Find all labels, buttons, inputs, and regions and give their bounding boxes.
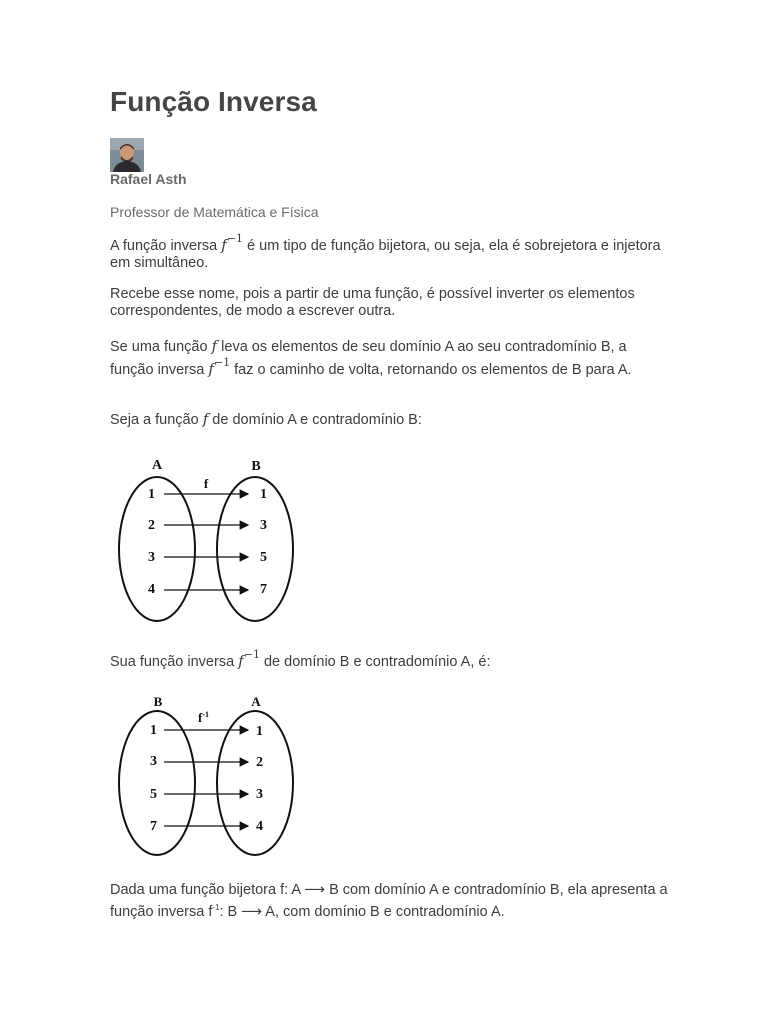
set-b-item: 3 [260, 518, 267, 533]
set-b-label: B [153, 694, 163, 709]
paragraph-example-intro: Seja a função f de domínio A e contradomínio B: [110, 410, 422, 428]
author-photo [110, 138, 144, 172]
set-b-item: 7 [150, 819, 157, 834]
author-role: Professor de Matemática e Física [110, 204, 319, 220]
set-b-item: 1 [150, 723, 157, 738]
set-a-item: 4 [148, 582, 155, 597]
right-items [260, 487, 267, 597]
set-a-label: A [151, 458, 163, 473]
function-diagram-f-inverse [110, 690, 310, 862]
set-b-item: 7 [260, 582, 267, 597]
set-b-item: 5 [150, 787, 157, 802]
paragraph-name-origin: Recebe esse nome, pois a partir de uma função, é possível inverter os elementos correspondentes, de modo a escrever outra. [110, 286, 635, 319]
set-b-item: 1 [260, 487, 267, 502]
left-items [148, 487, 155, 597]
paragraph-definition: A função inversa $f^{-1}$ é um tipo de função bijetora, ou seja, ela é sobrejetora e injetora em simultâneo. [110, 232, 661, 271]
set-b-item: 3 [150, 754, 157, 769]
right-items [256, 724, 263, 834]
math-f: f [221, 236, 227, 254]
left-items [150, 723, 157, 834]
author-avatar[interactable] [110, 138, 144, 172]
set-a-item: 1 [256, 724, 263, 739]
author-name[interactable]: Rafael Asth [110, 171, 187, 187]
set-a-ellipse [217, 711, 293, 855]
function-diagram-f [110, 452, 310, 627]
set-a-item: 3 [256, 787, 263, 802]
set-b-ellipse [217, 477, 293, 621]
paragraph-inverse-intro: Sua função inversa $f^{-1}$ de domínio B e contradomínio A, é: [110, 648, 491, 670]
page-title: Função Inversa [110, 86, 317, 117]
set-a-item: 1 [148, 487, 155, 502]
set-b-item: 5 [260, 550, 267, 565]
set-b-label: B [251, 459, 261, 474]
paragraph-explanation: Se uma função f leva os elementos de seu domínio A ao seu contradomínio B, a função inversa $f^{-1}$ faz o caminho de volta, retornando os elementos de B para A. [110, 337, 632, 378]
set-a-ellipse [119, 477, 195, 621]
set-a-label: A [251, 694, 261, 709]
set-a-item: 3 [148, 550, 155, 565]
arrow-label-f: f [203, 476, 209, 491]
arrow-label-f-inverse: $f^{-1}$ [198, 710, 210, 725]
set-a-item: 2 [256, 755, 263, 770]
set-a-item: 2 [148, 518, 155, 533]
set-b-ellipse [119, 711, 195, 855]
paragraph-conclusion: Dada uma função bijetora f: A ⟶ B com domínio A e contradomínio B, ela apresenta a função inversa $f^{-1}$: B ⟶ A, com domínio B e contradomínio A. [110, 882, 668, 920]
set-a-item: 4 [256, 819, 263, 834]
